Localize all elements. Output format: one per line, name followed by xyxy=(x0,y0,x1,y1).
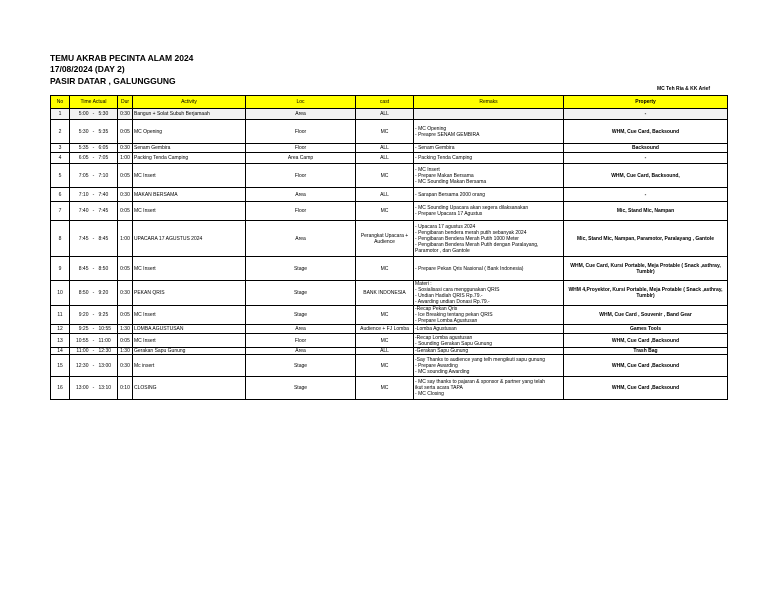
row-duration: 0:30 xyxy=(118,281,133,306)
row-duration: 1:30 xyxy=(118,348,133,355)
col-cast: cast xyxy=(356,96,414,109)
row-location: Stage xyxy=(246,257,356,281)
row-property: Backsound xyxy=(564,144,728,153)
remark-line: - Prepare Awarding xyxy=(415,362,458,369)
row-property: - xyxy=(564,188,728,202)
remark-line: - Awarding undian Donasi Rp.79.- xyxy=(415,299,490,305)
row-duration: 0:10 xyxy=(118,377,133,400)
table-row xyxy=(51,109,728,120)
row-no: 8 xyxy=(51,221,70,257)
row-start-time: 12:30 xyxy=(70,355,90,377)
row-location: Stage xyxy=(246,377,356,400)
row-activity: UPACARA 17 AGUSTUS 2024 xyxy=(133,221,246,257)
col-property: Property xyxy=(564,96,728,109)
row-cast: BANK INDONESIA xyxy=(356,281,414,306)
row-cast: ALL xyxy=(356,109,414,120)
remark-line: -Recap Pekan Qris xyxy=(415,306,458,312)
row-end-time: 8:50 xyxy=(98,257,118,281)
row-cast: Perangkat Upacara + Audience xyxy=(356,221,414,257)
table-row xyxy=(51,202,728,221)
row-remarks xyxy=(414,144,564,153)
table-row xyxy=(51,257,728,281)
row-activity: Packing Tenda Camping xyxy=(133,153,246,164)
table-row xyxy=(51,153,728,164)
schedule-table xyxy=(50,95,728,400)
remark-line: - MC sounding Awarding xyxy=(415,368,470,375)
row-time-separator: - xyxy=(90,221,98,257)
row-end-time: 9:20 xyxy=(98,281,118,306)
remark-line: - Senam Gembira xyxy=(415,145,455,151)
table-row xyxy=(51,377,728,400)
table-row xyxy=(51,120,728,144)
row-time-separator: - xyxy=(90,257,98,281)
table-row xyxy=(51,306,728,325)
table-row xyxy=(51,281,728,306)
row-no: 7 xyxy=(51,202,70,221)
remark-line: Materi : xyxy=(415,281,432,287)
row-start-time: 9:25 xyxy=(70,325,90,334)
row-start-time: 5:30 xyxy=(70,120,90,144)
remark-line: - Undian Hadiah QRIS Rp.79.- xyxy=(415,293,483,299)
row-duration: 0:05 xyxy=(118,164,133,188)
row-property: Mic, Stand Mic, Nampan xyxy=(564,202,728,221)
row-no: 14 xyxy=(51,348,70,355)
row-duration: 0:30 xyxy=(118,188,133,202)
table-row xyxy=(51,348,728,355)
row-property: - xyxy=(564,109,728,120)
row-time-separator: - xyxy=(90,377,98,400)
remark-line: - Sounding Gerakan Sapu Gunung xyxy=(415,340,493,347)
row-remarks xyxy=(414,153,564,164)
row-no: 6 xyxy=(51,188,70,202)
row-time-separator: - xyxy=(90,334,98,348)
table-row xyxy=(51,188,728,202)
row-cast: ALL xyxy=(356,144,414,153)
row-start-time: 7:05 xyxy=(70,164,90,188)
row-duration: 0:05 xyxy=(118,334,133,348)
header-row xyxy=(51,96,728,109)
remark-line: - MC Insert xyxy=(415,166,440,173)
row-start-time: 9:20 xyxy=(70,306,90,325)
row-no: 16 xyxy=(51,377,70,400)
row-end-time: 9:25 xyxy=(98,306,118,325)
row-time-separator: - xyxy=(90,164,98,188)
row-time-separator: - xyxy=(90,348,98,355)
row-start-time: 6:05 xyxy=(70,153,90,164)
row-property: WHM, Cue Card, Backsound xyxy=(564,120,728,144)
row-property: WHM, Cue Card, Backsound, xyxy=(564,164,728,188)
row-start-time: 5:35 xyxy=(70,144,90,153)
row-end-time: 7:40 xyxy=(98,188,118,202)
row-start-time: 11:00 xyxy=(70,348,90,355)
row-property: WHM, Cue Card ,Backsound xyxy=(564,355,728,377)
col-no: No xyxy=(51,96,70,109)
row-end-time: 7:45 xyxy=(98,202,118,221)
row-cast: ALL xyxy=(356,153,414,164)
row-remarks xyxy=(414,188,564,202)
row-remarks xyxy=(414,202,564,221)
row-end-time: 5:30 xyxy=(98,109,118,120)
table-row xyxy=(51,164,728,188)
row-time-separator: - xyxy=(90,306,98,325)
row-location: Area xyxy=(246,109,356,120)
row-property: WHM, Cue Card ,Backsound xyxy=(564,377,728,400)
remark-line: - Pengibaran bendera merah putih sebanyak 2024 xyxy=(415,229,527,236)
row-duration: 1:30 xyxy=(118,325,133,334)
row-cast: MC xyxy=(356,120,414,144)
remark-line: - Preapre SENAM GEMBIRA xyxy=(415,131,480,138)
row-location: Area Camp xyxy=(246,153,356,164)
mc-note: MC Teh Ria & KK Arief xyxy=(656,86,710,92)
remark-line: -Recap Lomba agustusan xyxy=(415,334,473,341)
row-time-separator: - xyxy=(90,355,98,377)
remark-line: - MC Opening xyxy=(415,125,447,132)
row-cast: MC xyxy=(356,334,414,348)
row-end-time: 13:00 xyxy=(98,355,118,377)
row-cast: Audience + FJ Lomba xyxy=(356,325,414,334)
remark-line: -Gerakan Sapu Gunung xyxy=(415,348,469,354)
row-cast: ALL xyxy=(356,348,414,355)
col-dur: Dur xyxy=(118,96,133,109)
row-time-separator: - xyxy=(90,144,98,153)
table-row xyxy=(51,355,728,377)
remark-line: - Sosialisasi cara menggunakan QRIS xyxy=(415,287,500,293)
remark-line: ikut serta acara TAPA xyxy=(415,385,463,391)
row-start-time: 7:10 xyxy=(70,188,90,202)
row-activity: PEKAN QRIS xyxy=(133,281,246,306)
event-title: TEMU AKRAB PECINTA ALAM 2024 xyxy=(50,53,194,63)
row-remarks xyxy=(414,120,564,144)
row-activity: Bangun + Solat Subuh Berjamaah xyxy=(133,109,246,120)
row-location: Area xyxy=(246,348,356,355)
row-end-time: 8:45 xyxy=(98,221,118,257)
row-location: Floor xyxy=(246,120,356,144)
row-no: 2 xyxy=(51,120,70,144)
row-duration: 0:05 xyxy=(118,120,133,144)
row-time-separator: - xyxy=(90,188,98,202)
row-remarks xyxy=(414,355,564,377)
row-time-separator: - xyxy=(90,202,98,221)
row-location: Stage xyxy=(246,306,356,325)
row-duration: 1:00 xyxy=(118,153,133,164)
remark-line: - Prepare Pekan Qris Nasional ( Bank Indonesia) xyxy=(415,265,524,272)
row-activity: LOMBA AGUSTUSAN xyxy=(133,325,246,334)
row-property: Trash Bag xyxy=(564,348,728,355)
row-end-time: 13:10 xyxy=(98,377,118,400)
row-duration: 0:30 xyxy=(118,355,133,377)
row-activity: MC Insert xyxy=(133,202,246,221)
row-time-separator: - xyxy=(90,120,98,144)
row-no: 15 xyxy=(51,355,70,377)
remark-line: Paramotor , dan Gantole xyxy=(415,247,470,254)
row-end-time: 7:10 xyxy=(98,164,118,188)
row-activity: CLOSING xyxy=(133,377,246,400)
row-property: Games Tools xyxy=(564,325,728,334)
row-location: Floor xyxy=(246,202,356,221)
remark-line: - MC Sounding Makan Bersama xyxy=(415,178,487,185)
row-end-time: 10:55 xyxy=(98,325,118,334)
remark-line: -Lomba Agustusan xyxy=(415,326,457,332)
row-remarks xyxy=(414,334,564,348)
row-duration: 0:05 xyxy=(118,202,133,221)
row-no: 12 xyxy=(51,325,70,334)
col-loc: Loc xyxy=(246,96,356,109)
row-duration: 0:05 xyxy=(118,306,133,325)
table-row xyxy=(51,334,728,348)
row-duration: 1:00 xyxy=(118,221,133,257)
remark-line: - Upacara 17 agustus 2024 xyxy=(415,223,476,230)
remark-line: - Prepare Makan Bersama xyxy=(415,172,474,179)
table-row xyxy=(51,221,728,257)
row-end-time: 12:30 xyxy=(98,348,118,355)
row-location: Floor xyxy=(246,334,356,348)
row-start-time: 7:40 xyxy=(70,202,90,221)
event-location: PASIR DATAR , GALUNGGUNG xyxy=(50,76,176,86)
row-location: Area xyxy=(246,325,356,334)
row-location: Area xyxy=(246,221,356,257)
row-location: Stage xyxy=(246,355,356,377)
row-no: 9 xyxy=(51,257,70,281)
row-no: 3 xyxy=(51,144,70,153)
row-start-time: 7:45 xyxy=(70,221,90,257)
row-property: - xyxy=(564,153,728,164)
row-remarks xyxy=(414,257,564,281)
row-property: WHM 4,Proyektor, Kursi Portable, Meja Protable ( Snack ,asthray, Tumblr) xyxy=(564,281,728,306)
remark-line: - Ice Breaking tentang pekan QRIS xyxy=(415,312,493,318)
row-cast: MC xyxy=(356,202,414,221)
remark-line: -Say Thanks to audience yang telh mengikuti sapu gunung xyxy=(415,356,546,363)
row-start-time: 10:55 xyxy=(70,334,90,348)
event-date: 17/08/2024 (DAY 2) xyxy=(50,64,125,74)
row-activity: MC Insert xyxy=(133,164,246,188)
row-activity: Senam Gembira xyxy=(133,144,246,153)
row-remarks xyxy=(414,281,564,306)
row-activity: MC Insert xyxy=(133,306,246,325)
row-time-separator: - xyxy=(90,325,98,334)
row-cast: MC xyxy=(356,257,414,281)
row-remarks xyxy=(414,377,564,400)
row-remarks xyxy=(414,221,564,257)
remark-line: - Prepare Lomba Agustusan xyxy=(415,318,478,324)
row-activity: MC Insert xyxy=(133,257,246,281)
row-time-separator: - xyxy=(90,153,98,164)
row-no: 4 xyxy=(51,153,70,164)
row-property: Mic, Stand Mic, Nampan, Paramotor, Paralayang , Gantole xyxy=(564,221,728,257)
row-cast: MC xyxy=(356,377,414,400)
remark-line: - Sarapan Bersama 2000 orang xyxy=(415,191,486,198)
row-end-time: 11:00 xyxy=(98,334,118,348)
row-activity: MAKAN BERSAMA xyxy=(133,188,246,202)
row-cast: MC xyxy=(356,164,414,188)
row-cast: MC xyxy=(356,306,414,325)
row-remarks xyxy=(414,348,564,355)
row-property: WHM, Cue Card, Kursi Portable, Meja Protable ( Snack ,asthray, Tumblr) xyxy=(564,257,728,281)
row-duration: 0:30 xyxy=(118,109,133,120)
col-remarks: Remaks xyxy=(414,96,564,109)
row-location: Floor xyxy=(246,164,356,188)
row-duration: 0:30 xyxy=(118,144,133,153)
col-activity: Activity xyxy=(133,96,246,109)
row-no: 5 xyxy=(51,164,70,188)
row-location: Area xyxy=(246,188,356,202)
row-no: 13 xyxy=(51,334,70,348)
row-start-time: 8:50 xyxy=(70,281,90,306)
table-row xyxy=(51,325,728,334)
row-cast: ALL xyxy=(356,188,414,202)
remark-line: - MC Closing xyxy=(415,391,444,397)
remark-line: - Prepare Upacara 17 Agustus xyxy=(415,211,483,217)
remark-line: - Packing Tenda Camping xyxy=(415,155,473,161)
row-time-separator: - xyxy=(90,109,98,120)
row-location: Stage xyxy=(246,281,356,306)
row-activity: MC Insert xyxy=(133,334,246,348)
col-time: Time Actual xyxy=(70,96,118,109)
remark-line: - MC say thanks to pajaran & sponsor & partner yang telah xyxy=(415,379,546,385)
row-start-time: 5:00 xyxy=(70,109,90,120)
row-end-time: 7:05 xyxy=(98,153,118,164)
row-start-time: 8:45 xyxy=(70,257,90,281)
row-location: Floor xyxy=(246,144,356,153)
row-property: WHM, Cue Card , Souvenir , Band Gear xyxy=(564,306,728,325)
row-no: 10 xyxy=(51,281,70,306)
row-remarks xyxy=(414,325,564,334)
row-property: WHM, Cue Card ,Backsound xyxy=(564,334,728,348)
remark-line: - Pengibaran Bendera Merah Putih dengan Paralayang, xyxy=(415,241,539,248)
row-no: 1 xyxy=(51,109,70,120)
row-activity: MC Opening xyxy=(133,120,246,144)
row-remarks xyxy=(414,164,564,188)
remark-line: - Pengibaran Bendera Merah Putih 1000 Meter xyxy=(415,235,519,242)
row-time-separator: - xyxy=(90,281,98,306)
row-no: 11 xyxy=(51,306,70,325)
row-duration: 0:05 xyxy=(118,257,133,281)
table-row xyxy=(51,144,728,153)
row-cast: MC xyxy=(356,355,414,377)
row-remarks xyxy=(414,306,564,325)
row-activity: Mc insert xyxy=(133,355,246,377)
schedule-body xyxy=(51,109,728,400)
row-remarks xyxy=(414,109,564,120)
row-end-time: 5:35 xyxy=(98,120,118,144)
remark-line: - MC Sounding Upacara akan segera dilaksanakan xyxy=(415,205,529,211)
row-end-time: 6:05 xyxy=(98,144,118,153)
row-activity: Gerakan Sapu Gunung xyxy=(133,348,246,355)
row-start-time: 13:00 xyxy=(70,377,90,400)
